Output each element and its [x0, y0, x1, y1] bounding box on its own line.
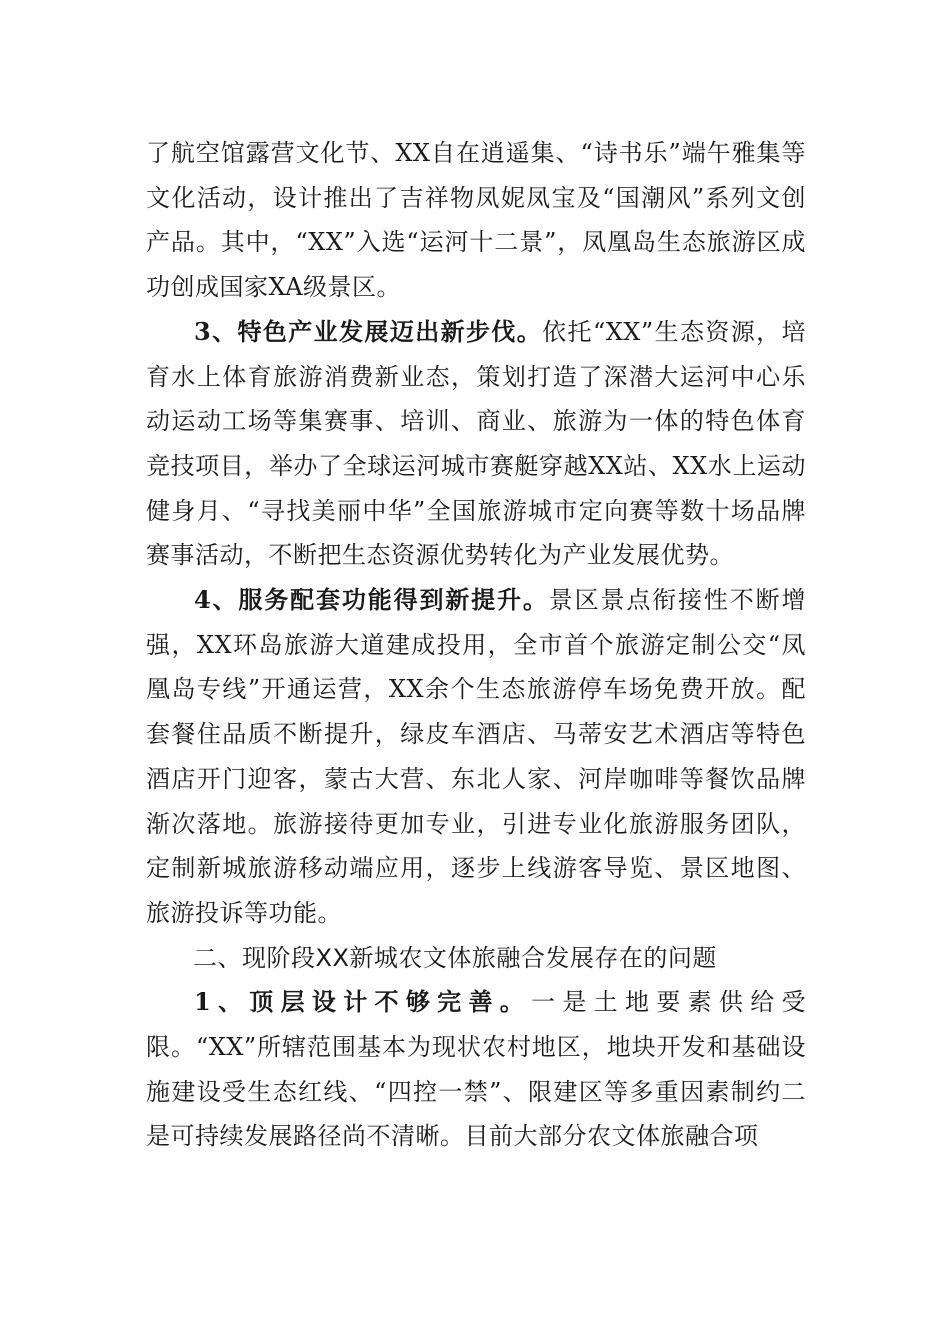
paragraph-lead-heading: 4、服务配套功能得到新提升。	[194, 585, 549, 615]
document-page	[146, 131, 806, 1159]
paragraph-text: 了航空馆露营文化节、XX自在逍遥集、“诗书乐”端午雅集等文化活动，设计推出了吉祥物凤妮凤宝及“国潮风”系列文创产品。其中，“XX”入选“运河十二景”，凤凰岛生态旅游区成功创成国家XA级景区。	[146, 139, 806, 302]
section-heading: 二、现阶段XX新城农文体旅融合发展存在的问题	[193, 943, 717, 972]
paragraph-lead-heading: 3、特色产业发展迈出新步伐。	[194, 316, 543, 346]
paragraph-text: 依托“XX”生态资源，培育水上体育旅游消费新业态，策划打造了深潜大运河中心乐动运动工场等集赛事、培训、商业、旅游为一体的特色体育竞技项目，举办了全球运河城市赛艇穿越XX站、XX水上运动健身月、“寻找美丽中华”全国旅游城市定向赛等数十场品牌赛事活动，不断把生态资源优势转化为产业发展优势。	[146, 317, 807, 570]
paragraph-lead-heading: 1、顶层设计不够完善。	[194, 987, 532, 1017]
paragraph-text: 景区景点衔接性不断增强，XX环岛旅游大道建成投用，全市首个旅游定制公交“凤凰岛专线”开通运营，XX余个生态旅游停车场免费开放。配套餐住品质不断提升，绿皮车酒店、马蒂安艺术酒店等特色酒店开门迎客，蒙古大营、东北人家、河岸咖啡等餐饮品牌渐次落地。旅游接待更加专业，引进专业化旅游服务团队，定制新城旅游移动端应用，逐步上线游客导览、景区地图、旅游投诉等功能。	[146, 586, 806, 927]
paragraph-service-facilities	[146, 578, 806, 936]
paragraph-top-level-design	[146, 980, 806, 1159]
paragraph-specialty-industry	[146, 310, 806, 578]
paragraph-text: 一是土地要素供给受限。“XX”所辖范围基本为现状农村地区，地块开发和基础设施建设受生态红线、“四控一禁”、限建区等多重因素制约二是可持续发展路径尚不清晰。目前大部分农文体旅融合项	[146, 988, 807, 1151]
paragraph-continued	[146, 131, 806, 310]
